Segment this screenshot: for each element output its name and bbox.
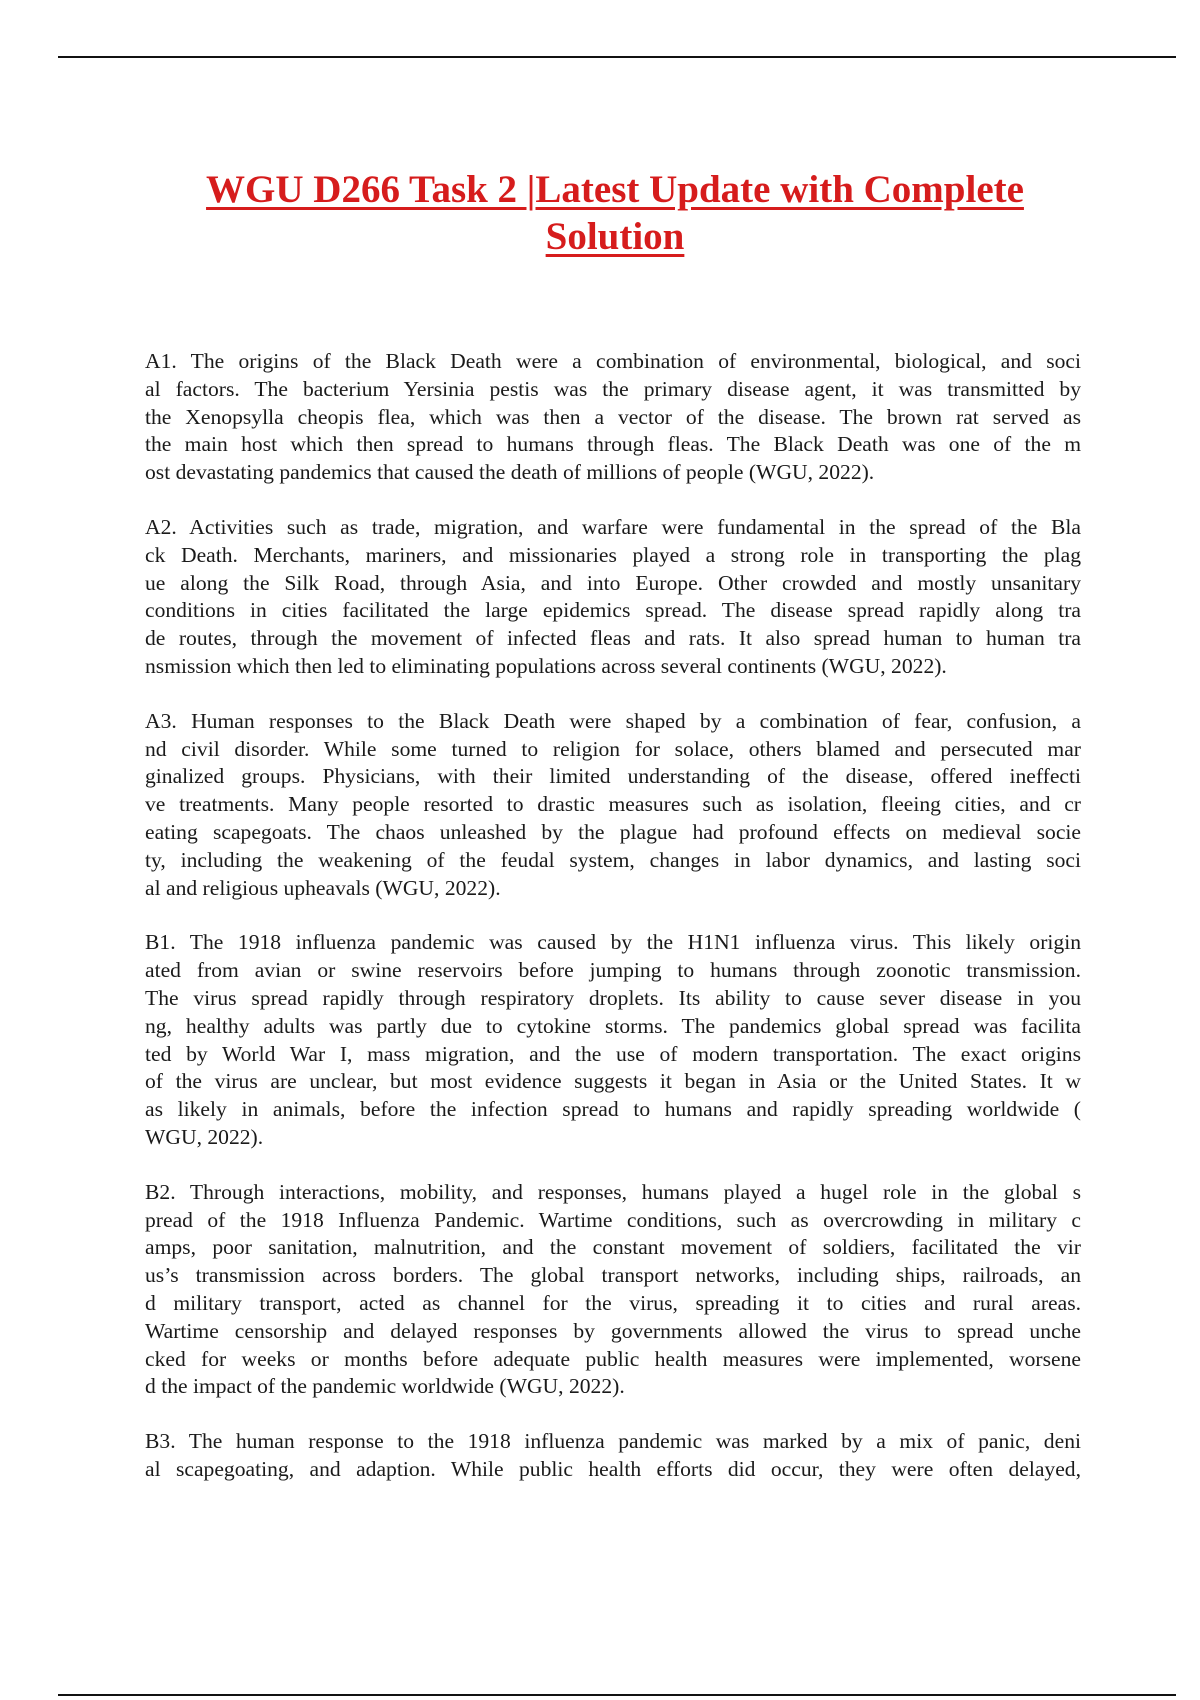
paragraph-line: us’s transmission across borders. The global transport networks, including ships, railroads, an [145, 1263, 1081, 1288]
paragraph [145, 708, 1081, 903]
paragraph-line: Wartime censorship and delayed responses by governments allowed the virus to spread unche [145, 1318, 1081, 1343]
paragraph-line: eating scapegoats. The chaos unleashed by the plague had profound effects on medieval socie [145, 819, 1081, 844]
paragraph-line: al and religious upheavals (WGU, 2022). [145, 875, 501, 900]
paragraph-line: cked for weeks or months before adequate public health measures were implemented, worsene [145, 1346, 1081, 1371]
document-body [145, 348, 1081, 1511]
paragraph-line: ated from avian or swine reservoirs before jumping to humans through zoonotic transmission. [145, 958, 1081, 983]
paragraph-line: of the virus are unclear, but most evidence suggests it began in Asia or the United States. It w [145, 1069, 1081, 1094]
paragraph-line: The virus spread rapidly through respiratory droplets. Its ability to cause sever disease in you [145, 985, 1081, 1010]
paragraph-line: A1. The origins of the Black Death were a combination of environmental, biological, and soci [145, 349, 1081, 373]
top-rule [58, 56, 1176, 58]
paragraph-line: ue along the Silk Road, through Asia, and into Europe. Other crowded and mostly unsanitary [145, 570, 1081, 595]
paragraph-line: A2. Activities such as trade, migration, and warfare were fundamental in the spread of the Bla [145, 514, 1081, 539]
paragraph-line: B3. The human response to the 1918 influenza pandemic was marked by a mix of panic, deni [145, 1429, 1081, 1454]
paragraph [145, 1179, 1081, 1401]
paragraph-line: WGU, 2022). [145, 1124, 264, 1149]
paragraph [145, 348, 1081, 487]
paragraph-line: al scapegoating, and adaption. While public health efforts did occur, they were often delayed, [145, 1456, 1081, 1481]
paragraph-line: the main host which then spread to humans through fleas. The Black Death was one of the m [145, 432, 1081, 457]
paragraph-line: ginalized groups. Physicians, with their limited understanding of the disease, offered ineffecti [145, 764, 1081, 789]
paragraph-line: ng, healthy adults was partly due to cytokine storms. The pandemics global spread was facilita [145, 1013, 1081, 1038]
paragraph-line: amps, poor sanitation, malnutrition, and the constant movement of soldiers, facilitated the vir [145, 1235, 1081, 1260]
paragraph-line: ve treatments. Many people resorted to drastic measures such as isolation, fleeing cities, and cr [145, 792, 1081, 817]
paragraph-line: ted by World War I, mass migration, and the use of modern transportation. The exact origins [145, 1041, 1081, 1066]
bottom-rule [58, 1694, 1176, 1696]
paragraph-line: as likely in animals, before the infection spread to humans and rapidly spreading worldwide ( [145, 1097, 1081, 1122]
title-line-2: Solution [545, 215, 685, 258]
document-title [140, 166, 1090, 260]
paragraph-line: B1. The 1918 influenza pandemic was caused by the H1N1 influenza virus. This likely origin [145, 930, 1081, 955]
paragraph [145, 514, 1081, 681]
paragraph [145, 1428, 1081, 1484]
paragraph-line: A3. Human responses to the Black Death were shaped by a combination of fear, confusion, a [145, 708, 1081, 733]
paragraph [145, 929, 1081, 1151]
title-line-1: WGU D266 Task 2 |Latest Update with Complete [206, 168, 1024, 211]
paragraph-line: conditions in cities facilitated the large epidemics spread. The disease spread rapidly along tra [145, 598, 1081, 623]
paragraph-line: nsmission which then led to eliminating populations across several continents (WGU, 2022). [145, 653, 947, 678]
paragraph-line: d military transport, acted as channel for the virus, spreading it to cities and rural areas. [145, 1290, 1081, 1315]
paragraph-line: pread of the 1918 Influenza Pandemic. Wartime conditions, such as overcrowding in military c [145, 1207, 1081, 1232]
paragraph-line: de routes, through the movement of infected fleas and rats. It also spread human to human tra [145, 626, 1081, 651]
paragraph-line: al factors. The bacterium Yersinia pestis was the primary disease agent, it was transmitted by [145, 376, 1081, 401]
paragraph-line: ck Death. Merchants, mariners, and missionaries played a strong role in transporting the plag [145, 542, 1081, 567]
paragraph-line: ty, including the weakening of the feudal system, changes in labor dynamics, and lasting soci [145, 847, 1081, 872]
paragraph-line: d the impact of the pandemic worldwide (WGU, 2022). [145, 1374, 625, 1399]
paragraph-line: nd civil disorder. While some turned to religion for solace, others blamed and persecuted mar [145, 736, 1081, 761]
paragraph-line: ost devastating pandemics that caused the death of millions of people (WGU, 2022). [145, 460, 875, 485]
paragraph-line: the Xenopsylla cheopis flea, which was then a vector of the disease. The brown rat served as [145, 404, 1081, 429]
paragraph-line: B2. Through interactions, mobility, and responses, humans played a hugel role in the global s [145, 1179, 1081, 1204]
